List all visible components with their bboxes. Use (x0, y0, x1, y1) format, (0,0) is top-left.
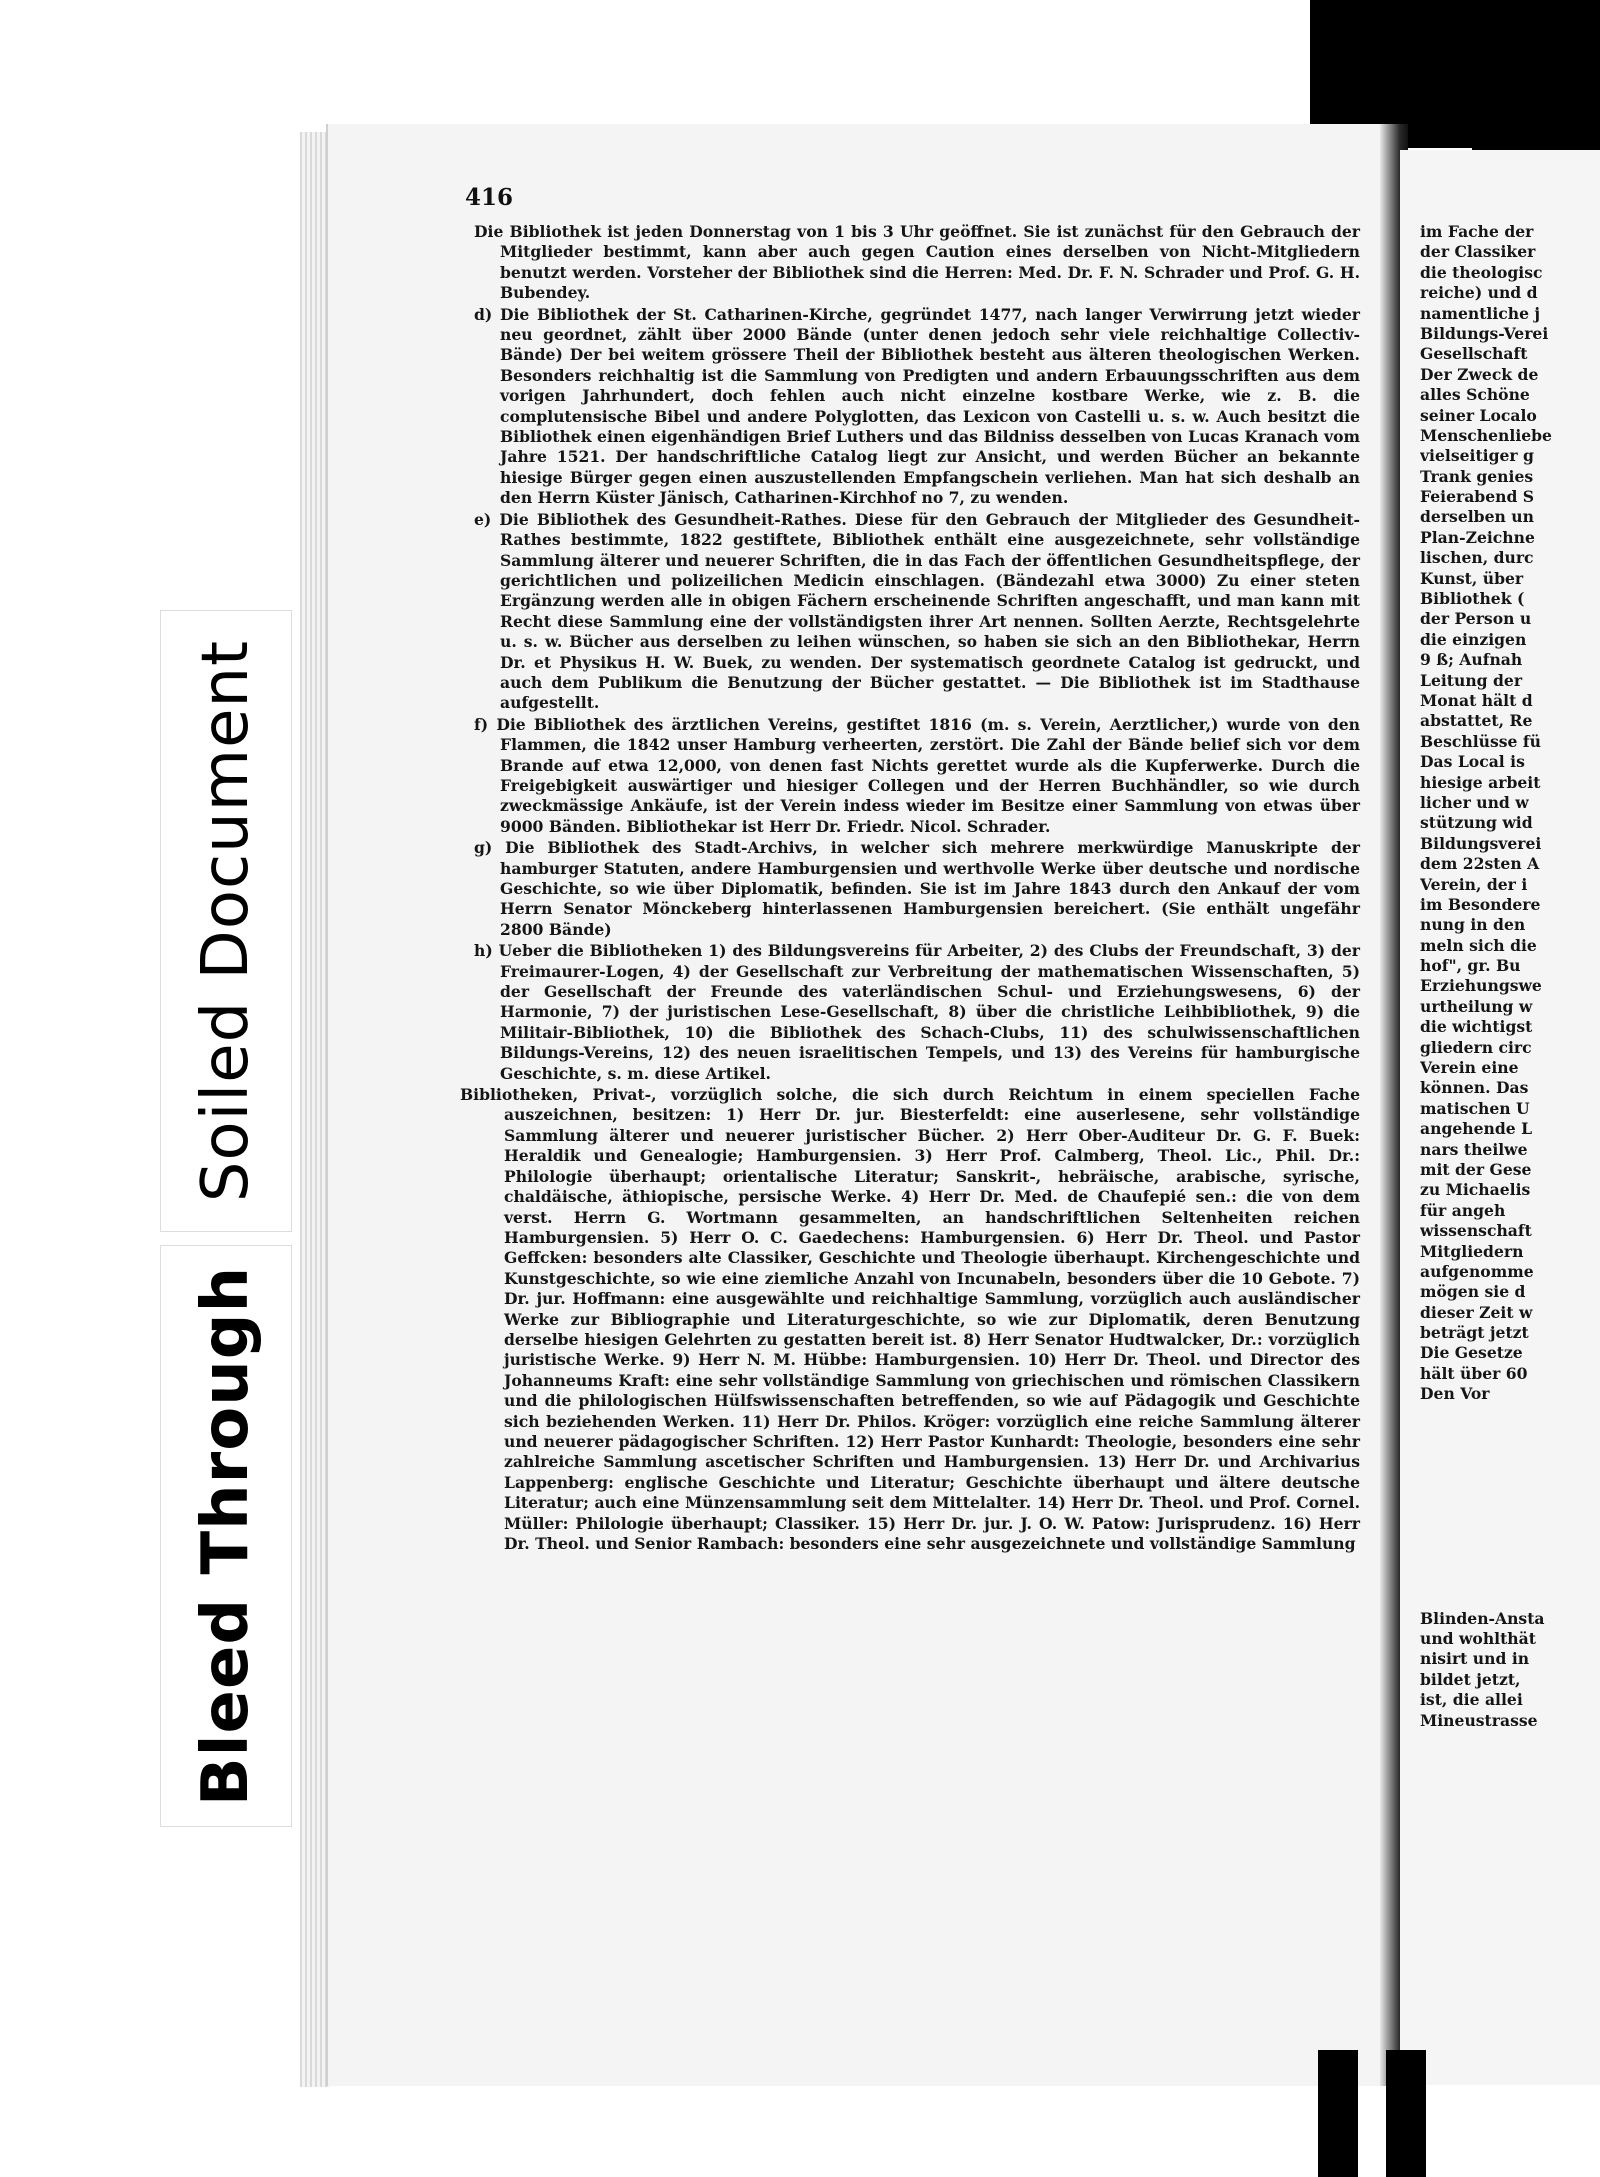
paragraph: e) Die Bibliothek des Gesundheit-Rathes. Diese für den Gebrauch der Mitglieder des Gesundheit-Rathes bestimmte, 1822 gestiftete, Bibliothek enthält eine ausgezeichnete, sehr vollständige Sammlung älterer und neuerer Schriften, die in das Fach der öffentlichen Gesundheitspflege, der gerichtlichen und polizeilichen Medicin einschlagen. (Bändezahl etwa 3000) Zu einer steten Ergänzung werden alle in obigen Fächern erscheinende Schriften angeschafft, und man kann mit Recht diese Sammlung eine der vollständigsten ihrer Art nennen. Sollten Aerzte, Rechtsgelehrte u. s. w. Bücher aus derselben zu leihen wünschen, so haben sie sich an den Bibliothekar, Herrn Dr. et Physikus H. W. Buek, zu wenden. Der systematisch geordnete Catalog ist gedruckt, und auch dem Publikum die Benutzung der Bücher gestattet. — Die Bibliothek ist im Stadthause aufgestellt. (474, 509, 1360, 713)
right-page-line: hof", gr. Bu (1420, 956, 1521, 976)
right-page-line: für angeh (1420, 1200, 1506, 1220)
right-page-line: Beschlüsse fü (1420, 731, 1541, 751)
right-page-line (1420, 1425, 1600, 1445)
right-page-line: hält über 60 (1420, 1363, 1528, 1383)
right-page-line: licher und w (1420, 792, 1529, 812)
right-page-line: ist, die allei (1420, 1690, 1523, 1710)
right-page-line: gliedern circ (1420, 1037, 1532, 1057)
paragraph: f) Die Bibliothek des ärztlichen Vereins, gestiftet 1816 (m. s. Verein, Aerztlicher,) wurde von den Flammen, die 1842 unser Hamburg verheerten, zerstört. Die Zahl der Bände belief sich vor dem Brande auf etwa 12,000, von denen fast Nichts gerettet wurde als die Kupferwerke. Durch die Freigebigkeit auswärtiger und hiesiger Collegen und der Herren Buchhändler, so wie durch zweckmässige Ankäufe, ist der Verein indess wieder im Besitze einer Sammlung von etwas über 9000 Bänden. Bibliothekar ist Herr Dr. Friedr. Nicol. Schrader. (474, 714, 1360, 836)
scanner-bar-bottom (1318, 2050, 1358, 2177)
right-page-line: stützung wid (1420, 813, 1533, 833)
right-page-line: mit der Gese (1420, 1159, 1532, 1179)
page-text (460, 222, 1360, 1555)
right-page-line: vielseitiger g (1420, 446, 1534, 466)
right-page-line: Plan-Zeichne (1420, 527, 1535, 547)
right-page-line: Das Local is (1420, 752, 1525, 772)
right-page-line: angehende L (1420, 1119, 1533, 1139)
right-page-line: Mineustrasse (1420, 1710, 1538, 1730)
right-page-line: lischen, durc (1420, 548, 1534, 568)
right-page-line: namentliche j (1420, 303, 1541, 323)
right-page-line (1420, 1486, 1600, 1506)
right-page-line: Bildungs-Verei (1420, 323, 1549, 343)
right-page-line: reiche) und d (1420, 283, 1538, 303)
right-page-line: nisirt und in (1420, 1649, 1530, 1669)
right-page-line (1420, 1547, 1600, 1567)
right-page-line: hiesige arbeit (1420, 772, 1541, 792)
right-page-line (1420, 1527, 1600, 1547)
right-page-line: Erziehungswe (1420, 976, 1542, 996)
right-page-line: alles Schöne (1420, 385, 1530, 405)
right-page-line: und wohlthät (1420, 1628, 1536, 1648)
paragraph: Die Bibliothek ist jeden Donnerstag von 1 bis 3 Uhr geöffnet. Sie ist zunächst für den Gebrauch der Mitglieder bestimmt, kann aber auch gegen Caution eines derselben von Nicht-Mitgliedern benutzt werden. Vorsteher der Bibliothek sind die Herren: Med. Dr. F. N. Schrader und Prof. G. H. Bubendey. (474, 222, 1360, 303)
right-page-line: seiner Localo (1420, 405, 1537, 425)
right-page-line: Monat hält d (1420, 690, 1533, 710)
right-page-line: derselben un (1420, 507, 1534, 527)
right-page-line: im Fache der (1420, 222, 1534, 241)
right-page-line: Verein eine (1420, 1058, 1519, 1078)
right-page-line: wissenschaft (1420, 1221, 1532, 1241)
right-page-line (1420, 1466, 1600, 1486)
right-page-line: dieser Zeit w (1420, 1302, 1533, 1322)
right-page-line: beträgt jetzt (1420, 1323, 1529, 1343)
paragraph: h) Ueber die Bibliotheken 1) des Bildungsvereins für Arbeiter, 2) des Clubs der Freundschaft, 3) der Freimaurer-Logen, 4) der Gesellschaft zur Verbreitung der mathematischen Wissenschaften, 5) der Gesellschaft der Freunde des vaterländischen Schul- und Erziehungswesens, 6) der Harmonie, 7) der juristischen Lese-Gesellschaft, 8) über die christliche Leihbibliothek, 9) die Militair-Bibliothek, 10) die Bibliothek des Schach-Clubs, 11) des schulwissenschaftlichen Bildungs-Vereins, 12) des neuen israelitischen Tempels, und 13) des Vereins für hamburgische Geschichte, s. m. diese Artikel. (474, 941, 1360, 1083)
right-page-line: der Person u (1420, 609, 1532, 629)
right-page-line: nung in den (1420, 915, 1526, 935)
right-page-line: Kunst, über (1420, 568, 1524, 588)
right-page-line (1420, 1405, 1600, 1425)
paragraph: Bibliotheken, Privat-, vorzüglich solche, die sich durch Reichtum in einem speciellen Fache auszeichnen, besitzen: 1) Herr Dr. jur. Biesterfeldt: eine auserlesene, sehr vollständige Sammlung älterer und neuerer juristischer Bücher. 2) Herr Ober-Auditeur Dr. G. F. Buek: Heraldik und Genealogie; Hamburgensien. 3) Herr Prof. Calmberg, Theol. Lic., Phil. Dr.: Philologie überhaupt; orientalische Literatur; Sanskrit-, hebräische, arabische, syrische, chaldäische, äthiopische, persische Werke. 4) Herr Dr. Med. de Chaufepié sen.: die von dem verst. Herrn G. Wortmann gesammelten, an handschriftlichen Seltenheiten reichen Hamburgensien. 5) Herr O. C. Gaedechens: Hamburgensien. 6) Herr Dr. Theol. und Pastor Geffcken: besonders alte Classiker, Geschichte und Theologie überhaupt. Kirchengeschichte und Kunstgeschichte, so wie eine ziemliche Anzahl von Incunabeln, besonders über die 10 Gebote. 7) Dr. jur. Hoffmann: eine ausgewählte und reichhaltige Sammlung, vorzüglich auch ausländischer Werke zur Bibliographie und Literaturgeschichte, so wie zur Diplomatik, deren Benutzung derselbe hiesigen Gelehrten zu gestatten bereit ist. 8) Herr Senator Hudtwalcker, Dr.: vorzüglich juristische Werke. 9) Herr N. M. Hübbe: Hamburgensien. 10) Herr Dr. Theol. und Director des Johanneums Kraft: eine sehr vollständige Sammlung von griechischen und römischen Classikern und die philologischen Hülfswissenschaften betreffenden, so wie auf Pädagogik und Geschichte sich beziehenden Werken. 11) Herr Dr. Philos. Kröger: vorzüglich eine reiche Sammlung älterer und neuerer pädagogischer Schriften. 12) Herr Pastor Kunhardt: Theologie, besonders eine sehr zahlreiche Sammlung ascetischer Schriften und Hamburgensien. 13) Herr Dr. und Archivarius Lappenberg: englische Geschichte und Literatur; Geschichte überhaupt und ältere deutsche Literatur; auch eine Münzensammlung seit dem Mittelalter. 14) Herr Dr. Theol. und Prof. Cornel. Müller: Philologie überhaupt; Classiker. 15) Herr Dr. jur. J. O. W. Patow: Jurisprudenz. 16) Herr Dr. Theol. und Senior Rambach: besonders eine sehr ausgezeichnete und vollständige Sammlung (460, 1085, 1360, 1553)
soiled-document-text: Soiled Document (189, 639, 263, 1203)
right-page-line: die einzigen (1420, 629, 1527, 649)
scanner-bar-bottom-2 (1386, 2050, 1426, 2177)
right-page-line: Den Vor (1420, 1384, 1490, 1404)
right-page-line: dem 22sten A (1420, 854, 1540, 874)
right-page-line: Mitgliedern (1420, 1241, 1524, 1261)
right-page-line: Menschenliebe (1420, 425, 1552, 445)
paragraph: d) Die Bibliothek der St. Catharinen-Kirche, gegründet 1477, nach langer Verwirrung jetzt wieder neu geordnet, zählt über 2000 Bände (unter denen jedoch sehr viele reichhaltige Collectiv-Bände) Der bei weitem grössere Theil der Bibliothek besteht aus älteren theologischen Werken. Besonders reichhaltig ist die Sammlung von Predigten und andern Erbauungsschriften aus dem vorigen Jahrhundert, doch fehlen auch nicht einzelne kostbare Werke, wie z. B. die complutensische Bibel und andere Polyglotten, das Lexicon von Castelli u. s. w. Auch besitzt die Bibliothek einen eigenhändigen Brief Luthers und das Bildniss desselben von Lucas Kranach vom Jahre 1521. Der handschriftliche Catalog liegt zur Ansicht, und werden Bücher an bekannte hiesige Bürger gegen einen auszustellenden Empfangschein verliehen. Man hat sich deshalb an den Herrn Küster Jänisch, Catharinen-Kirchhof no 7, zu wenden. (474, 304, 1360, 508)
right-page-line: Der Zweck de (1420, 364, 1539, 384)
right-page-line: zu Michaelis (1420, 1180, 1531, 1200)
right-page-line: abstattet, Re (1420, 711, 1533, 731)
bleed-through-label (160, 1245, 292, 1827)
right-page-line: Bildungsverei (1420, 833, 1542, 853)
right-page-line: die wichtigst (1420, 1017, 1533, 1037)
bleed-through-text: Bleed Through (189, 1265, 263, 1807)
soiled-document-label (160, 610, 292, 1232)
right-page-text (1420, 222, 1600, 1731)
right-page-line: matischen U (1420, 1098, 1530, 1118)
right-page-line (1420, 1445, 1600, 1465)
right-page-line: Bibliothek ( (1420, 589, 1525, 609)
right-page-line: Verein, der i (1420, 874, 1528, 894)
right-page-line: Feierabend S (1420, 487, 1535, 507)
paragraph: g) Die Bibliothek des Stadt-Archivs, in welcher sich mehrere merkwürdige Manuskripte der hamburger Statuten, andere Hamburgensien und werthvolle Werke über deutsche und nordische Geschichte, so wie über Diplomatik, befinden. Sie ist im Jahre 1843 durch den Ankauf der vom Herrn Senator Mönckeberg hinterlassenen Hamburgensien bereichert. (Sie enthält ungefähr 2800 Bände) (474, 838, 1360, 939)
page-number: 416 (465, 184, 514, 211)
right-page-line (1420, 1507, 1600, 1527)
right-page-line: der Classiker (1420, 242, 1536, 262)
right-page-line: meln sich die (1420, 935, 1537, 955)
right-page-line: bildet jetzt, (1420, 1669, 1521, 1689)
right-page-line: Trank genies (1420, 466, 1534, 486)
right-page-line: Die Gesetze (1420, 1343, 1523, 1363)
right-page-line: Leitung der (1420, 670, 1523, 690)
right-page-line: nars theilwe (1420, 1139, 1528, 1159)
right-page-line: im Besondere (1420, 894, 1541, 914)
right-page-line: Blinden-Ansta (1420, 1608, 1545, 1628)
right-page-line: 9 ß; Aufnah (1420, 650, 1523, 670)
right-page-line: die theologisc (1420, 262, 1543, 282)
right-page-line: aufgenomme (1420, 1261, 1534, 1281)
right-page-line: Gesellschaft (1420, 344, 1528, 364)
right-page-line (1420, 1568, 1600, 1588)
right-page-line: können. Das (1420, 1078, 1529, 1098)
right-page-line: urtheilung w (1420, 996, 1533, 1016)
right-page-line: mögen sie d (1420, 1282, 1526, 1302)
right-page-line (1420, 1588, 1600, 1608)
